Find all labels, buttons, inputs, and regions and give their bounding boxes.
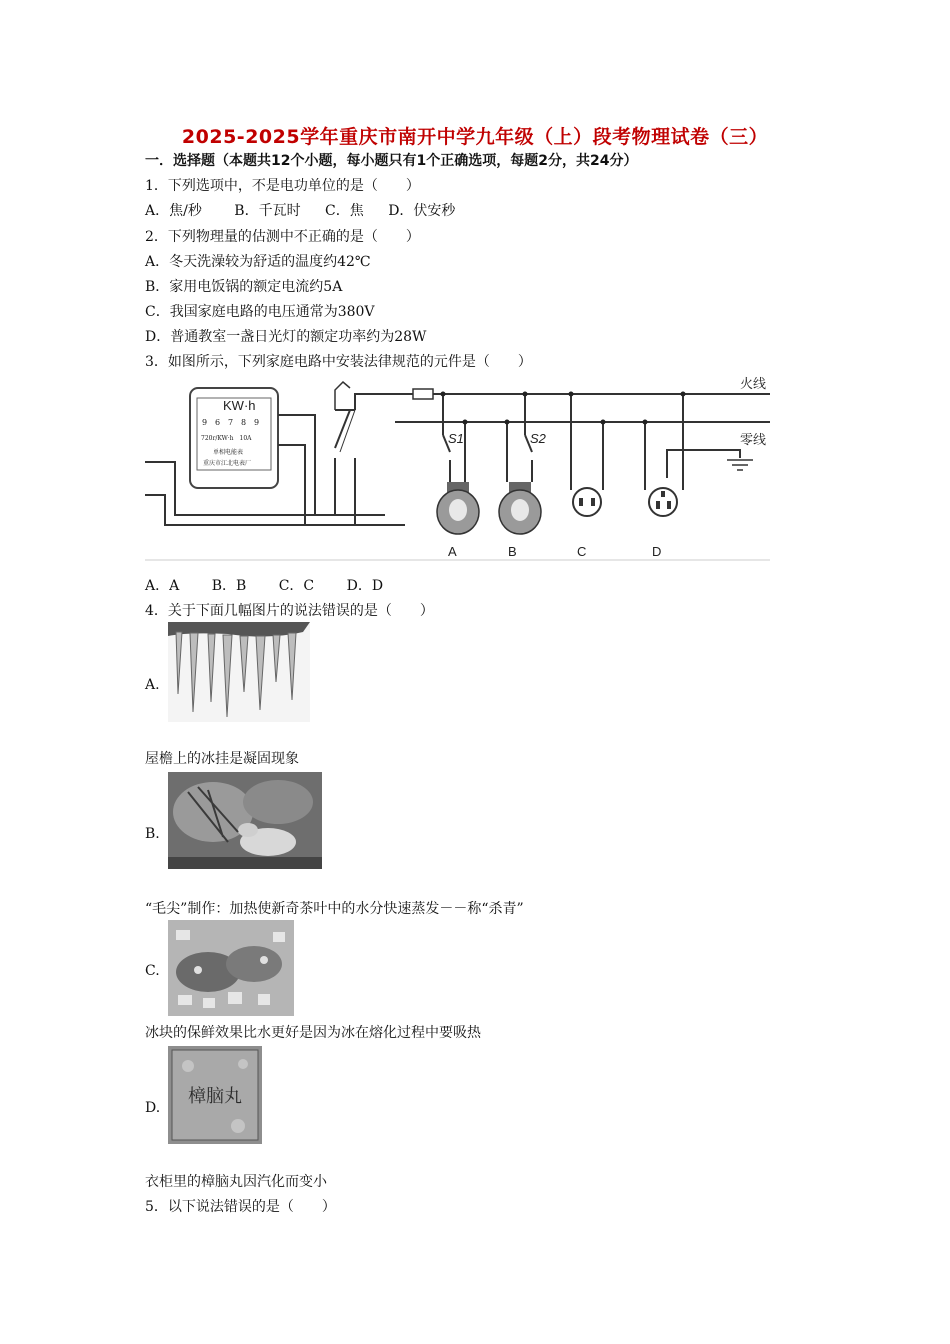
meter-digit: 7 — [228, 418, 234, 427]
option-b[interactable]: B．家用电饭锅的额定电流约5A — [145, 279, 343, 295]
question-3-options — [145, 577, 383, 595]
bulb-b-icon — [499, 482, 541, 534]
option-c-text: 冰块的保鲜效果比水更好是因为冰在熔化过程中要吸热 — [145, 1025, 481, 1041]
switch-s2-label: S2 — [530, 431, 546, 446]
three-pin-socket-icon — [649, 488, 677, 516]
question-5-stem: 5．以下说法错误的是（ ） — [145, 1199, 336, 1215]
component-label-b: B — [508, 544, 517, 559]
switch-s1-label: S1 — [448, 431, 464, 446]
two-pin-socket-icon — [573, 488, 601, 516]
question-3-stem: 3．如图所示，下列家庭电路中安装法律规范的元件是（ ） — [145, 354, 532, 370]
option-d[interactable]: D．伏安秒 — [388, 203, 456, 219]
option-d-label[interactable]: D. — [145, 1100, 161, 1116]
meter-digit: 8 — [241, 418, 247, 427]
page-title: 2025-2025学年重庆市南开中学九年级（上）段考物理试卷（三） — [181, 126, 769, 148]
option-d[interactable]: D．普通教室一盏日光灯的额定功率约为28W — [145, 329, 427, 345]
section-heading: 一．选择题（本题共12个小题，每小题只有1个正确选项，每题2分，共24分） — [145, 153, 638, 169]
question-1-options — [145, 202, 455, 220]
fish-on-ice-photo — [168, 920, 294, 1020]
component-label-a: A — [448, 544, 457, 559]
option-a[interactable]: A．A — [145, 578, 180, 594]
question-1-stem: 1．下列选项中，不是电功单位的是（ ） — [145, 178, 420, 194]
option-a[interactable]: A．焦/秒 — [145, 203, 202, 219]
meter-unit: KW·h — [223, 398, 256, 413]
option-c[interactable]: C．C — [278, 578, 315, 594]
option-b[interactable]: B．千瓦时 — [234, 203, 301, 219]
bulb-a-icon — [437, 482, 479, 534]
icicle-photo — [168, 622, 310, 726]
meter-digit: 9 — [202, 418, 208, 427]
meter-maker: 重庆市江北电表厂 — [203, 460, 252, 467]
option-b-label[interactable]: B. — [145, 826, 160, 842]
option-a[interactable]: A．冬天洗澡较为舒适的温度约42℃ — [145, 254, 371, 270]
neutral-wire-label: 零线 — [740, 432, 767, 447]
question-2-stem: 2．下列物理量的估测中不正确的是（ ） — [145, 229, 420, 245]
option-d-text: 衣柜里的樟脑丸因汽化而变小 — [145, 1174, 327, 1190]
option-b[interactable]: B．B — [211, 578, 247, 594]
household-circuit-diagram — [145, 370, 770, 565]
option-d[interactable]: D．D — [346, 578, 384, 594]
meter-digit: 6 — [215, 418, 221, 427]
option-b-text: “毛尖”制作：加热使新奇茶叶中的水分快速蒸发－－称“杀青” — [145, 901, 524, 917]
option-a-text: 屋檐上的冰挂是凝固现象 — [145, 751, 299, 767]
meter-digit: 9 — [254, 418, 260, 427]
live-wire-label: 火线 — [740, 376, 767, 391]
option-c[interactable]: C．我国家庭电路的电压通常为380V — [145, 304, 375, 320]
option-c-label[interactable]: C. — [145, 963, 160, 979]
component-label-d: D — [652, 544, 662, 559]
camphor-box-label: 樟脑丸 — [188, 1086, 242, 1107]
question-4-stem: 4．关于下面几幅图片的说法错误的是（ ） — [145, 603, 434, 619]
option-a-label[interactable]: A. — [145, 677, 160, 693]
component-label-c: C — [577, 544, 587, 559]
meter-spec: 720r/KW·h 10A — [201, 435, 252, 442]
camphor-box-photo — [168, 1046, 262, 1148]
option-c[interactable]: C．焦 — [325, 203, 364, 219]
tea-photo — [168, 772, 322, 873]
meter-name: 单相电能表 — [213, 449, 244, 456]
